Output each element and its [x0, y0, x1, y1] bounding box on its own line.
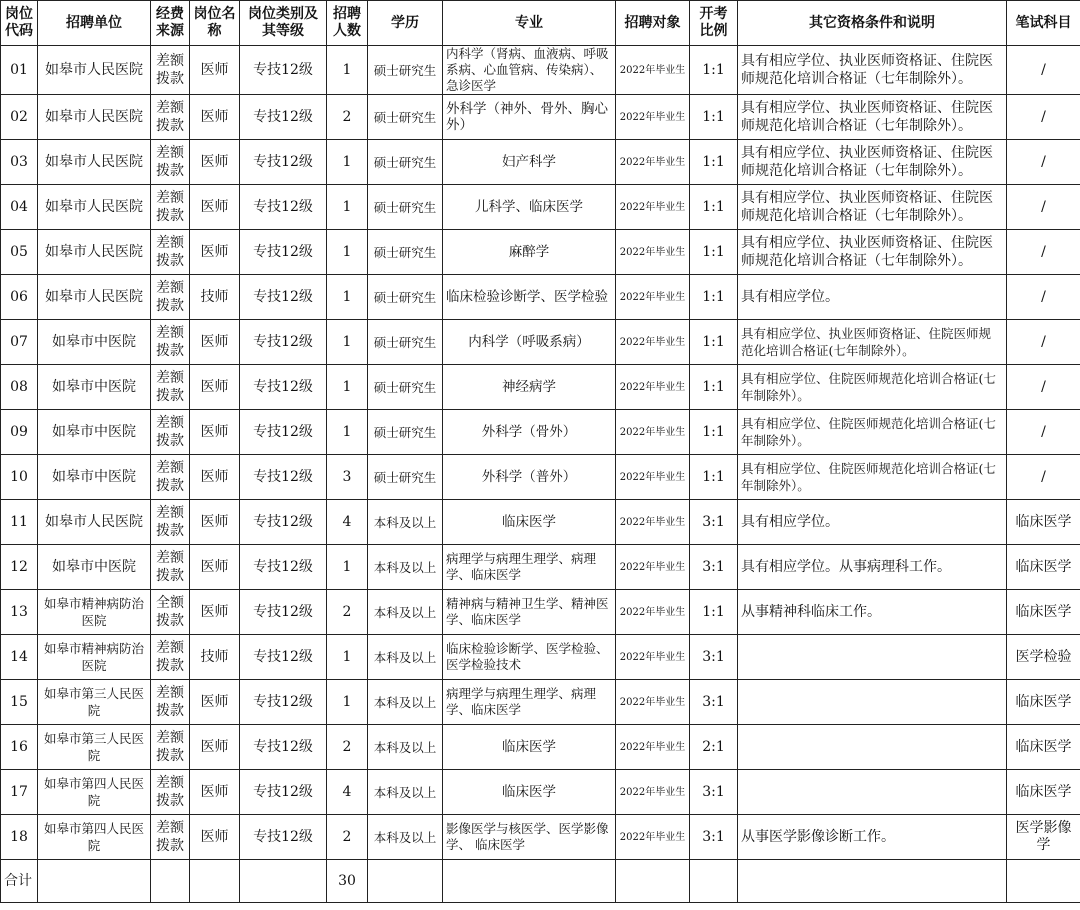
cell-unit: 如皋市第三人民医院 [38, 680, 151, 725]
cell-code: 08 [1, 365, 38, 410]
cell-major: 精神病与精神卫生学、精神医学、临床医学 [443, 590, 616, 635]
table-row [1, 590, 1080, 635]
cell-education: 本科及以上 [368, 725, 443, 770]
cell-target: 2022年毕业生 [616, 770, 690, 815]
cell-unit: 如皋市精神病防治医院 [38, 590, 151, 635]
header-target: 招聘对象 [616, 1, 690, 46]
cell-target: 2022年毕业生 [616, 590, 690, 635]
cell-education: 硕士研究生 [368, 365, 443, 410]
cell-code: 18 [1, 815, 38, 860]
cell-unit: 如皋市中医院 [38, 365, 151, 410]
cell-ratio: 1:1 [690, 230, 738, 275]
cell-fund: 差额拨款 [151, 140, 190, 185]
cell-unit: 如皋市人民医院 [38, 500, 151, 545]
cell-conditions: 具有相应学位、执业医师资格证、住院医师规范化培训合格证（七年制除外）。 [738, 185, 1007, 230]
cell-exam: 医学影像学 [1007, 815, 1080, 860]
cell-category: 专技12级 [240, 815, 327, 860]
cell-target: 2022年毕业生 [616, 455, 690, 500]
cell-category: 专技12级 [240, 275, 327, 320]
cell-unit: 如皋市人民医院 [38, 185, 151, 230]
cell-position: 医师 [190, 680, 240, 725]
cell-category: 专技12级 [240, 95, 327, 140]
total-empty-cell [738, 860, 1007, 903]
cell-count: 3 [327, 455, 368, 500]
cell-fund: 差额拨款 [151, 635, 190, 680]
cell-unit: 如皋市第四人民医院 [38, 815, 151, 860]
cell-count: 1 [327, 275, 368, 320]
cell-fund: 差额拨款 [151, 365, 190, 410]
cell-ratio: 1:1 [690, 410, 738, 455]
cell-ratio: 1:1 [690, 140, 738, 185]
cell-education: 本科及以上 [368, 500, 443, 545]
cell-unit: 如皋市精神病防治医院 [38, 635, 151, 680]
cell-target: 2022年毕业生 [616, 46, 690, 95]
cell-conditions: 具有相应学位。从事病理科工作。 [738, 545, 1007, 590]
cell-major: 临床医学 [443, 500, 616, 545]
cell-target: 2022年毕业生 [616, 500, 690, 545]
cell-exam: / [1007, 410, 1080, 455]
cell-category: 专技12级 [240, 500, 327, 545]
cell-unit: 如皋市第三人民医院 [38, 725, 151, 770]
cell-education: 硕士研究生 [368, 140, 443, 185]
cell-category: 专技12级 [240, 365, 327, 410]
cell-major: 病理学与病理生理学、病理学、临床医学 [443, 545, 616, 590]
header-count: 招聘人数 [327, 1, 368, 46]
cell-education: 本科及以上 [368, 590, 443, 635]
cell-major: 外科学（神外、骨外、胸心外） [443, 95, 616, 140]
cell-fund: 差额拨款 [151, 545, 190, 590]
cell-fund: 差额拨款 [151, 230, 190, 275]
cell-education: 硕士研究生 [368, 320, 443, 365]
cell-category: 专技12级 [240, 320, 327, 365]
table-row [1, 410, 1080, 455]
table-row [1, 815, 1080, 860]
cell-target: 2022年毕业生 [616, 725, 690, 770]
cell-major: 麻醉学 [443, 230, 616, 275]
header-row [1, 1, 1080, 46]
cell-major: 内科学（肾病、血液病、呼吸系病、心血管病、传染病）、急诊医学 [443, 46, 616, 95]
cell-target: 2022年毕业生 [616, 185, 690, 230]
cell-exam: / [1007, 320, 1080, 365]
cell-target: 2022年毕业生 [616, 230, 690, 275]
cell-education: 本科及以上 [368, 815, 443, 860]
cell-code: 14 [1, 635, 38, 680]
cell-target: 2022年毕业生 [616, 95, 690, 140]
cell-target: 2022年毕业生 [616, 680, 690, 725]
cell-category: 专技12级 [240, 230, 327, 275]
cell-conditions: 从事精神科临床工作。 [738, 590, 1007, 635]
cell-fund: 差额拨款 [151, 680, 190, 725]
cell-code: 10 [1, 455, 38, 500]
cell-position: 医师 [190, 545, 240, 590]
cell-ratio: 3:1 [690, 500, 738, 545]
cell-count: 1 [327, 410, 368, 455]
cell-ratio: 1:1 [690, 590, 738, 635]
table-row [1, 185, 1080, 230]
table-row [1, 725, 1080, 770]
header-unit: 招聘单位 [38, 1, 151, 46]
cell-count: 4 [327, 770, 368, 815]
cell-conditions: 具有相应学位、住院医师规范化培训合格证(七年制除外）。 [738, 410, 1007, 455]
cell-unit: 如皋市中医院 [38, 545, 151, 590]
cell-fund: 差额拨款 [151, 410, 190, 455]
cell-category: 专技12级 [240, 635, 327, 680]
header-code: 岗位代码 [1, 1, 38, 46]
table-row [1, 230, 1080, 275]
cell-count: 1 [327, 140, 368, 185]
cell-education: 硕士研究生 [368, 185, 443, 230]
cell-position: 医师 [190, 410, 240, 455]
cell-ratio: 1:1 [690, 185, 738, 230]
cell-code: 01 [1, 46, 38, 95]
cell-major: 临床医学 [443, 770, 616, 815]
cell-code: 16 [1, 725, 38, 770]
total-empty-cell [690, 860, 738, 903]
cell-conditions [738, 635, 1007, 680]
header-fund: 经费来源 [151, 1, 190, 46]
header-major: 专业 [443, 1, 616, 46]
cell-category: 专技12级 [240, 725, 327, 770]
cell-exam: / [1007, 365, 1080, 410]
cell-conditions [738, 770, 1007, 815]
cell-category: 专技12级 [240, 680, 327, 725]
cell-position: 医师 [190, 95, 240, 140]
cell-fund: 差额拨款 [151, 770, 190, 815]
cell-education: 硕士研究生 [368, 455, 443, 500]
cell-fund: 差额拨款 [151, 185, 190, 230]
cell-target: 2022年毕业生 [616, 365, 690, 410]
cell-fund: 差额拨款 [151, 320, 190, 365]
cell-fund: 差额拨款 [151, 815, 190, 860]
cell-target: 2022年毕业生 [616, 140, 690, 185]
cell-category: 专技12级 [240, 590, 327, 635]
cell-code: 12 [1, 545, 38, 590]
cell-code: 03 [1, 140, 38, 185]
cell-conditions: 具有相应学位、住院医师规范化培训合格证(七年制除外）。 [738, 365, 1007, 410]
cell-fund: 差额拨款 [151, 725, 190, 770]
total-empty-cell [616, 860, 690, 903]
cell-ratio: 3:1 [690, 680, 738, 725]
header-position: 岗位名称 [190, 1, 240, 46]
cell-conditions: 从事医学影像诊断工作。 [738, 815, 1007, 860]
total-empty-cell [151, 860, 190, 903]
cell-ratio: 1:1 [690, 95, 738, 140]
cell-code: 05 [1, 230, 38, 275]
cell-exam: / [1007, 95, 1080, 140]
cell-unit: 如皋市人民医院 [38, 46, 151, 95]
cell-category: 专技12级 [240, 410, 327, 455]
cell-conditions [738, 725, 1007, 770]
cell-unit: 如皋市人民医院 [38, 95, 151, 140]
cell-ratio: 1:1 [690, 320, 738, 365]
cell-category: 专技12级 [240, 770, 327, 815]
header-exam: 笔试科目 [1007, 1, 1080, 46]
cell-position: 技师 [190, 635, 240, 680]
table-row [1, 320, 1080, 365]
cell-exam: / [1007, 230, 1080, 275]
cell-code: 15 [1, 680, 38, 725]
cell-position: 医师 [190, 230, 240, 275]
cell-unit: 如皋市人民医院 [38, 275, 151, 320]
cell-fund: 差额拨款 [151, 46, 190, 95]
cell-exam: 临床医学 [1007, 590, 1080, 635]
cell-ratio: 2:1 [690, 725, 738, 770]
table-row [1, 500, 1080, 545]
cell-exam: 临床医学 [1007, 725, 1080, 770]
cell-ratio: 3:1 [690, 815, 738, 860]
cell-conditions: 具有相应学位。 [738, 500, 1007, 545]
cell-conditions: 具有相应学位、执业医师资格证、住院医师规范化培训合格证（七年制除外）。 [738, 46, 1007, 95]
cell-ratio: 1:1 [690, 365, 738, 410]
cell-conditions: 具有相应学位、执业医师资格证、住院医师规范化培训合格证（七年制除外）。 [738, 95, 1007, 140]
table-row [1, 680, 1080, 725]
cell-position: 医师 [190, 815, 240, 860]
cell-count: 2 [327, 95, 368, 140]
cell-category: 专技12级 [240, 46, 327, 95]
cell-unit: 如皋市人民医院 [38, 230, 151, 275]
cell-fund: 差额拨款 [151, 275, 190, 320]
cell-major: 影像医学与核医学、医学影像学、 临床医学 [443, 815, 616, 860]
table-body [1, 46, 1080, 860]
cell-count: 1 [327, 320, 368, 365]
cell-major: 外科学（骨外） [443, 410, 616, 455]
cell-code: 02 [1, 95, 38, 140]
cell-education: 硕士研究生 [368, 275, 443, 320]
cell-position: 医师 [190, 320, 240, 365]
total-empty-cell [190, 860, 240, 903]
cell-count: 2 [327, 815, 368, 860]
cell-fund: 全额拨款 [151, 590, 190, 635]
cell-unit: 如皋市中医院 [38, 455, 151, 500]
total-count: 30 [327, 860, 368, 903]
cell-exam: / [1007, 46, 1080, 95]
cell-ratio: 1:1 [690, 46, 738, 95]
table-row [1, 770, 1080, 815]
header-conditions: 其它资格条件和说明 [738, 1, 1007, 46]
cell-count: 2 [327, 590, 368, 635]
cell-exam: / [1007, 275, 1080, 320]
cell-position: 医师 [190, 590, 240, 635]
cell-major: 临床检验诊断学、医学检验、医学检验技术 [443, 635, 616, 680]
cell-exam: 临床医学 [1007, 680, 1080, 725]
cell-category: 专技12级 [240, 545, 327, 590]
cell-code: 09 [1, 410, 38, 455]
cell-major: 病理学与病理生理学、病理学、临床医学 [443, 680, 616, 725]
cell-major: 外科学（普外） [443, 455, 616, 500]
table-row [1, 275, 1080, 320]
cell-count: 1 [327, 365, 368, 410]
header-category: 岗位类别及其等级 [240, 1, 327, 46]
cell-unit: 如皋市中医院 [38, 320, 151, 365]
cell-education: 硕士研究生 [368, 46, 443, 95]
cell-education: 本科及以上 [368, 545, 443, 590]
cell-conditions: 具有相应学位、住院医师规范化培训合格证(七年制除外）。 [738, 455, 1007, 500]
cell-code: 11 [1, 500, 38, 545]
cell-category: 专技12级 [240, 185, 327, 230]
cell-ratio: 1:1 [690, 275, 738, 320]
cell-position: 医师 [190, 185, 240, 230]
cell-unit: 如皋市第四人民医院 [38, 770, 151, 815]
cell-target: 2022年毕业生 [616, 815, 690, 860]
cell-count: 1 [327, 635, 368, 680]
cell-code: 17 [1, 770, 38, 815]
cell-position: 医师 [190, 725, 240, 770]
cell-count: 1 [327, 680, 368, 725]
header-ratio: 开考比例 [690, 1, 738, 46]
cell-count: 1 [327, 185, 368, 230]
cell-fund: 差额拨款 [151, 455, 190, 500]
cell-education: 硕士研究生 [368, 410, 443, 455]
cell-exam: 临床医学 [1007, 500, 1080, 545]
cell-education: 硕士研究生 [368, 95, 443, 140]
cell-position: 技师 [190, 275, 240, 320]
table-row [1, 635, 1080, 680]
cell-position: 医师 [190, 46, 240, 95]
cell-conditions: 具有相应学位。 [738, 275, 1007, 320]
cell-target: 2022年毕业生 [616, 635, 690, 680]
cell-education: 本科及以上 [368, 680, 443, 725]
cell-exam: / [1007, 185, 1080, 230]
cell-position: 医师 [190, 770, 240, 815]
total-empty-cell [443, 860, 616, 903]
table-row [1, 365, 1080, 410]
total-row [1, 860, 1080, 903]
cell-major: 临床检验诊断学、医学检验 [443, 275, 616, 320]
table-row [1, 95, 1080, 140]
cell-education: 本科及以上 [368, 770, 443, 815]
cell-category: 专技12级 [240, 140, 327, 185]
cell-conditions [738, 680, 1007, 725]
total-empty-cell [38, 860, 151, 903]
cell-conditions: 具有相应学位、执业医师资格证、住院医师规范化培训合格证（七年制除外）。 [738, 230, 1007, 275]
cell-ratio: 1:1 [690, 455, 738, 500]
cell-code: 07 [1, 320, 38, 365]
cell-conditions: 具有相应学位、执业医师资格证、住院医师规范化培训合格证（七年制除外）。 [738, 140, 1007, 185]
table-row [1, 455, 1080, 500]
cell-target: 2022年毕业生 [616, 410, 690, 455]
cell-position: 医师 [190, 365, 240, 410]
cell-unit: 如皋市中医院 [38, 410, 151, 455]
cell-category: 专技12级 [240, 455, 327, 500]
table-row [1, 545, 1080, 590]
cell-position: 医师 [190, 455, 240, 500]
cell-code: 06 [1, 275, 38, 320]
cell-target: 2022年毕业生 [616, 275, 690, 320]
cell-ratio: 3:1 [690, 770, 738, 815]
total-empty-cell [1007, 860, 1080, 903]
cell-code: 04 [1, 185, 38, 230]
cell-exam: 临床医学 [1007, 770, 1080, 815]
cell-position: 医师 [190, 140, 240, 185]
cell-code: 13 [1, 590, 38, 635]
total-empty-cell [368, 860, 443, 903]
cell-unit: 如皋市人民医院 [38, 140, 151, 185]
cell-count: 1 [327, 46, 368, 95]
table-row [1, 46, 1080, 95]
cell-major: 临床医学 [443, 725, 616, 770]
cell-fund: 差额拨款 [151, 500, 190, 545]
cell-exam: / [1007, 455, 1080, 500]
cell-target: 2022年毕业生 [616, 545, 690, 590]
cell-count: 1 [327, 545, 368, 590]
cell-exam: 临床医学 [1007, 545, 1080, 590]
cell-major: 妇产科学 [443, 140, 616, 185]
cell-major: 神经病学 [443, 365, 616, 410]
cell-major: 内科学（呼吸系病） [443, 320, 616, 365]
cell-count: 4 [327, 500, 368, 545]
cell-position: 医师 [190, 500, 240, 545]
cell-education: 本科及以上 [368, 635, 443, 680]
cell-count: 2 [327, 725, 368, 770]
cell-conditions: 具有相应学位、执业医师资格证、住院医师规范化培训合格证(七年制除外）。 [738, 320, 1007, 365]
cell-exam: / [1007, 140, 1080, 185]
total-label: 合计 [1, 860, 38, 903]
cell-major: 儿科学、临床医学 [443, 185, 616, 230]
cell-education: 硕士研究生 [368, 230, 443, 275]
cell-ratio: 3:1 [690, 635, 738, 680]
cell-target: 2022年毕业生 [616, 320, 690, 365]
header-education: 学历 [368, 1, 443, 46]
total-empty-cell [240, 860, 327, 903]
cell-count: 1 [327, 230, 368, 275]
table-row [1, 140, 1080, 185]
cell-fund: 差额拨款 [151, 95, 190, 140]
cell-ratio: 3:1 [690, 545, 738, 590]
cell-exam: 医学检验 [1007, 635, 1080, 680]
